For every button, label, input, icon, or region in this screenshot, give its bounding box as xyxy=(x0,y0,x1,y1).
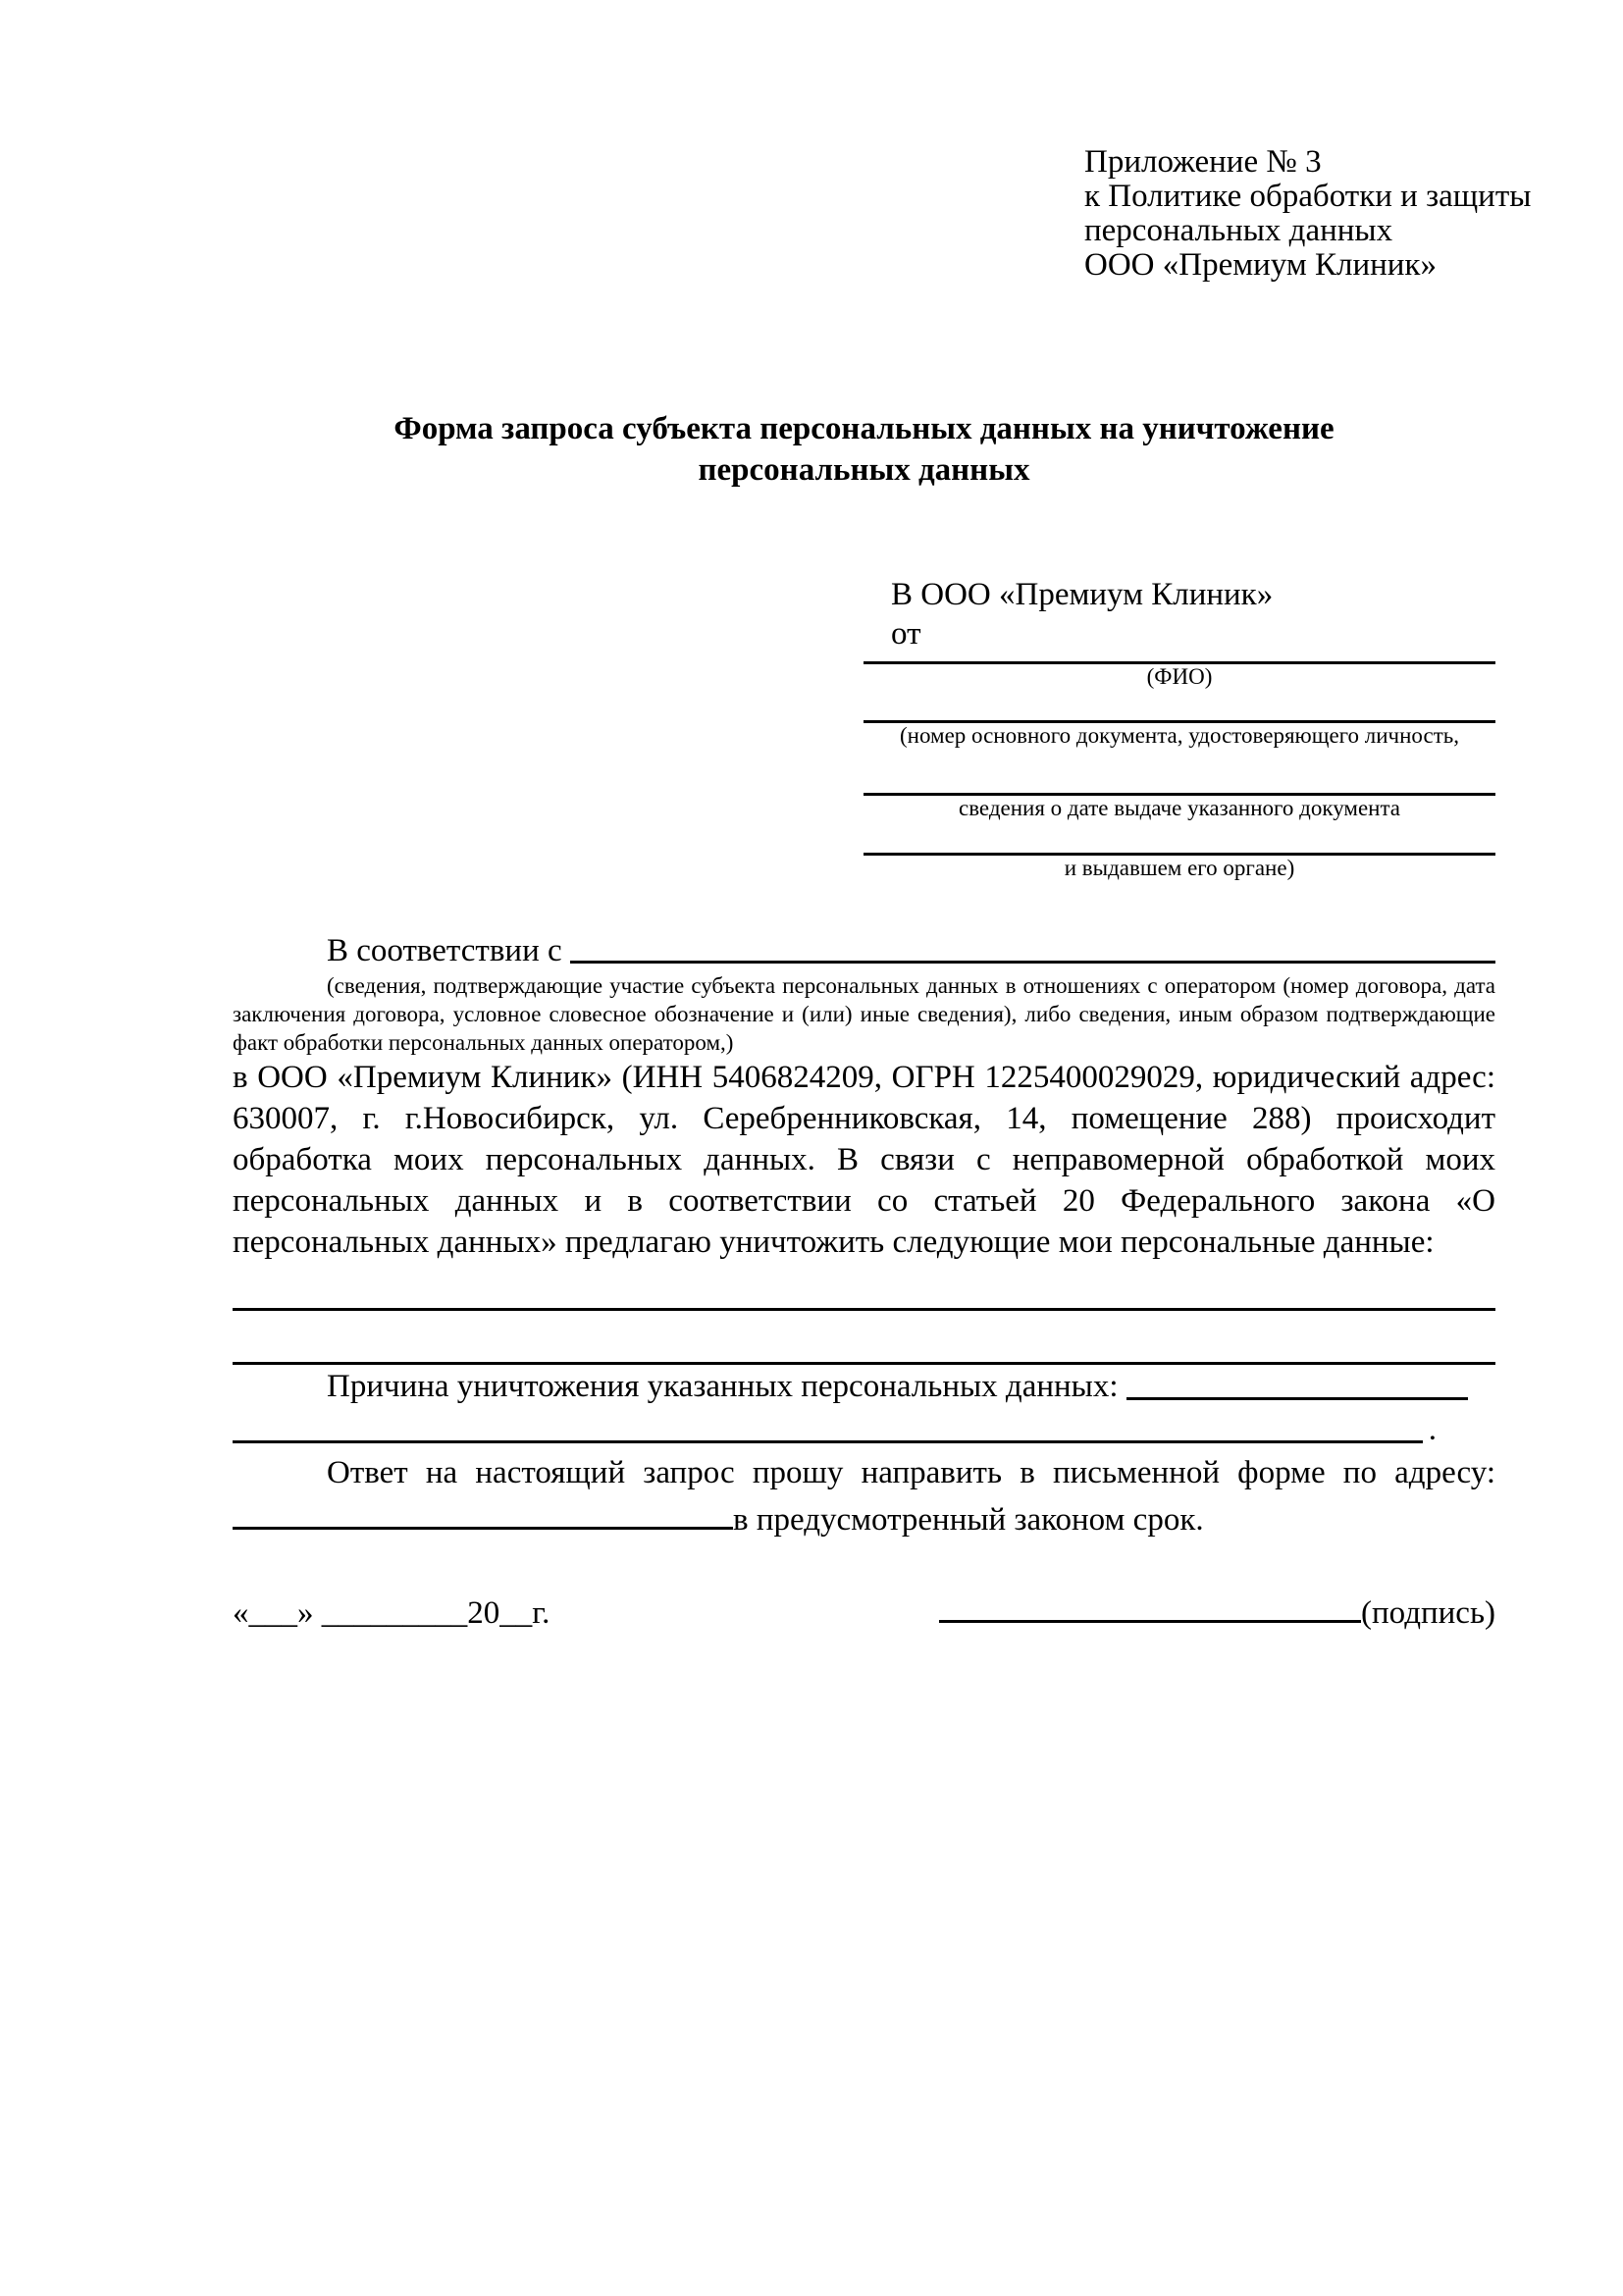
fio-blank-line xyxy=(864,653,1495,664)
appendix-header xyxy=(1084,145,1603,283)
document-title xyxy=(233,408,1495,491)
address-blank-line xyxy=(233,1494,733,1530)
document-title-line: Форма запроса субъекта персональных данных на уничтожение xyxy=(393,411,1335,446)
fio-caption: (ФИО) xyxy=(1146,664,1213,689)
signature-caption: (подпись) xyxy=(1361,1595,1495,1631)
document-title-line: персональных данных xyxy=(698,452,1030,488)
personal-data-blank-line-1 xyxy=(233,1263,1495,1311)
appendix-header-line: Приложение № 3 xyxy=(1084,144,1322,180)
accordance-row xyxy=(233,930,1495,971)
reply-tail: в предусмотренный законом срок. xyxy=(733,1502,1204,1538)
issue-date-caption: сведения о дате выдаче указанного документа xyxy=(958,796,1401,820)
appendix-header-line: персональных данных xyxy=(1084,213,1393,248)
appendix-header-line: к Политике обработки и защиты xyxy=(1084,179,1532,214)
reason-blank-line-2 xyxy=(233,1440,1423,1443)
issuing-authority-blank-line xyxy=(864,821,1495,856)
reason-blank-line xyxy=(1126,1397,1468,1400)
appendix-header-line: ООО «Премиум Клиник» xyxy=(1084,247,1437,283)
document-number-blank-line xyxy=(864,690,1495,723)
reason-continuation-row xyxy=(233,1408,1495,1451)
accordance-note: (сведения, подтверждающие участие субъекта персональных данных в отношениях с оператором (номер договора, дата заключения договора, условное словесное обозначение и (или) иные сведения), либо сведения, иным образом подтверждающие факт обработки персональных данных оператором,) xyxy=(233,973,1495,1055)
date-field: «___» _________20__г. xyxy=(233,1595,550,1631)
reason-label: Причина уничтожения указанных персональных данных: xyxy=(327,1369,1119,1404)
issuing-authority-caption: и выдавшем его органе) xyxy=(1064,856,1295,880)
main-paragraph: в ООО «Премиум Клиник» (ИНН 5406824209, ОГРН 1225400029029, юридический адрес: 630007, г. г.Новосибирск, ул. Серебренниковская, 14, помещение 288) происходит обработка моих персональных данных. В связи с неправомерной обработкой моих персональных данных и в соответствии со статьей 20 Федерального закона «О персональных данных» предлагаю уничтожить следующие мои персональные данные: xyxy=(233,1060,1495,1260)
reply-address-row xyxy=(233,1494,1495,1542)
date-signature-row xyxy=(233,1588,1495,1635)
addressee-block xyxy=(864,575,1495,881)
issue-date-blank-line xyxy=(864,749,1495,796)
accordance-blank-line xyxy=(570,961,1495,964)
sentence-period: . xyxy=(1428,1412,1437,1447)
addressee-from-label: от xyxy=(891,616,921,652)
signature-group xyxy=(939,1588,1495,1635)
accordance-prefix: В соответствии с xyxy=(327,933,562,968)
addressee-to: В ООО «Премиум Клиник» xyxy=(891,577,1274,612)
document-number-caption: (номер основного документа, удостоверяющего личность, xyxy=(899,723,1459,748)
signature-blank-line xyxy=(939,1588,1361,1623)
reply-paragraph: Ответ на настоящий запрос прошу направить в письменной форме по адресу: xyxy=(327,1455,1495,1490)
personal-data-blank-line-2 xyxy=(233,1311,1495,1365)
reason-row xyxy=(233,1365,1495,1408)
